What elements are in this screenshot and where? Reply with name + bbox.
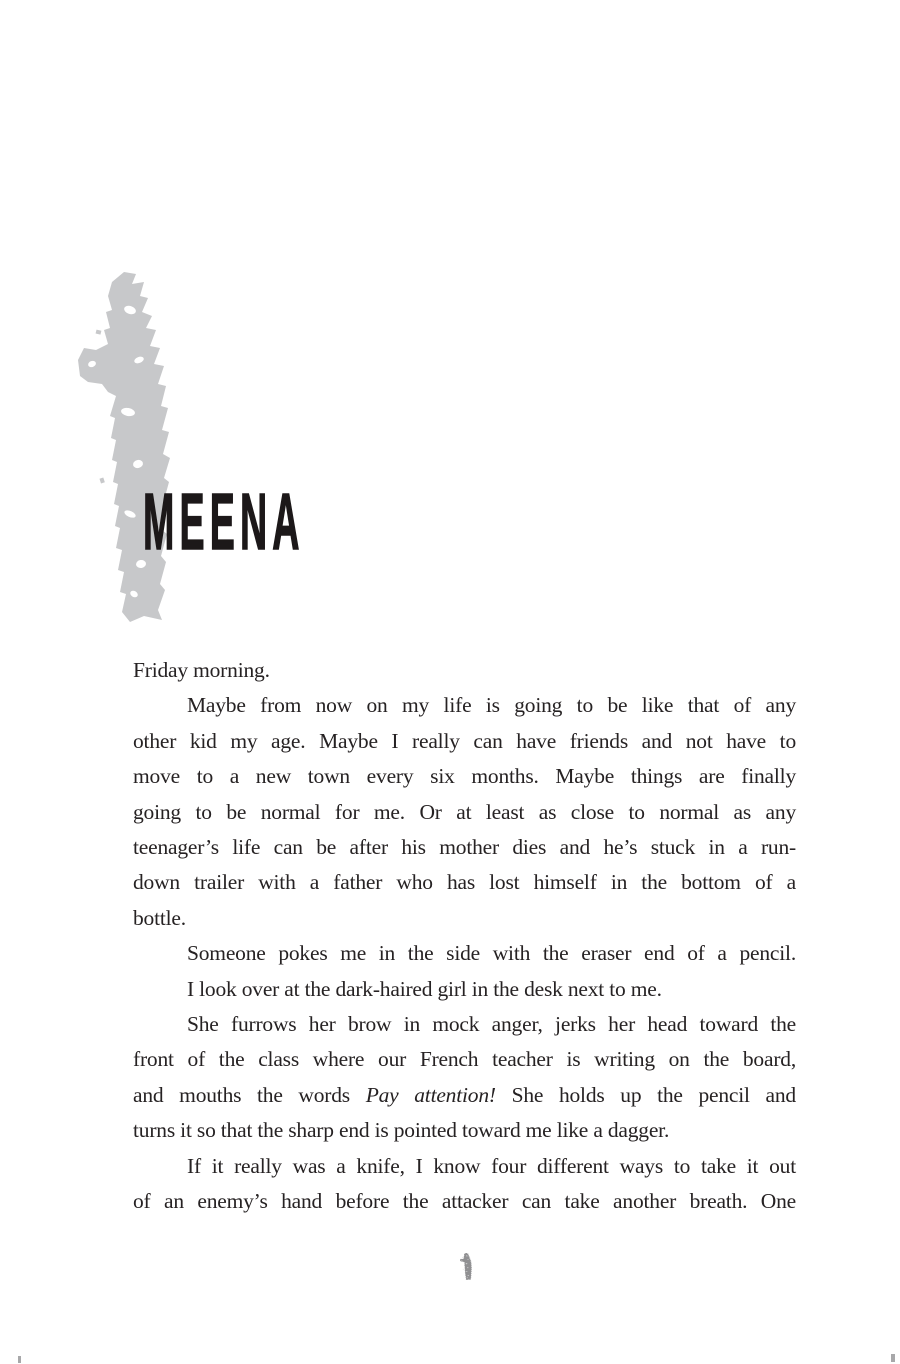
corner-mark-right xyxy=(891,1354,895,1362)
body-line: and mouths the words Pay attention! She holds up the pencil and xyxy=(133,1082,796,1107)
grunge-numeral-one-icon xyxy=(78,272,170,622)
body-line: going to be normal for me. Or at least as close to normal as any xyxy=(133,799,796,824)
corner-mark-left xyxy=(18,1356,21,1363)
body-line: turns it so that the sharp end is pointed toward me like a dagger. xyxy=(133,1118,670,1143)
body-line: down trailer with a father who has lost himself in the bottom of a xyxy=(133,870,796,895)
grunge-numeral-one-small-icon xyxy=(460,1253,472,1280)
chapter-number xyxy=(78,272,170,622)
body-line: other kid my age. Maybe I really can have friends and not have to xyxy=(133,728,796,753)
body-line: bottle. xyxy=(133,905,186,930)
body-line: front of the class where our French teacher is writing on the board, xyxy=(133,1047,796,1072)
body-line: She furrows her brow in mock anger, jerks her head toward the xyxy=(187,1012,796,1037)
body-line: Friday morning. xyxy=(133,658,270,682)
body-line: of an enemy’s hand before the attacker can take another breath. One xyxy=(133,1189,796,1214)
chapter-title: MEENA xyxy=(143,477,305,566)
body-line: I look over at the dark-haired girl in the desk next to me. xyxy=(187,976,662,1001)
body-line: move to a new town every six months. Maybe things are finally xyxy=(133,764,796,789)
body-line: If it really was a knife, I know four different ways to take it out xyxy=(187,1153,796,1178)
body-line: Someone pokes me in the side with the eraser end of a pencil. xyxy=(187,941,796,966)
body-text xyxy=(133,653,796,1220)
body-line: Maybe from now on my life is going to be like that of any xyxy=(187,693,796,718)
body-line: teenager’s life can be after his mother dies and he’s stuck in a run- xyxy=(133,835,796,860)
page-number xyxy=(460,1253,472,1280)
